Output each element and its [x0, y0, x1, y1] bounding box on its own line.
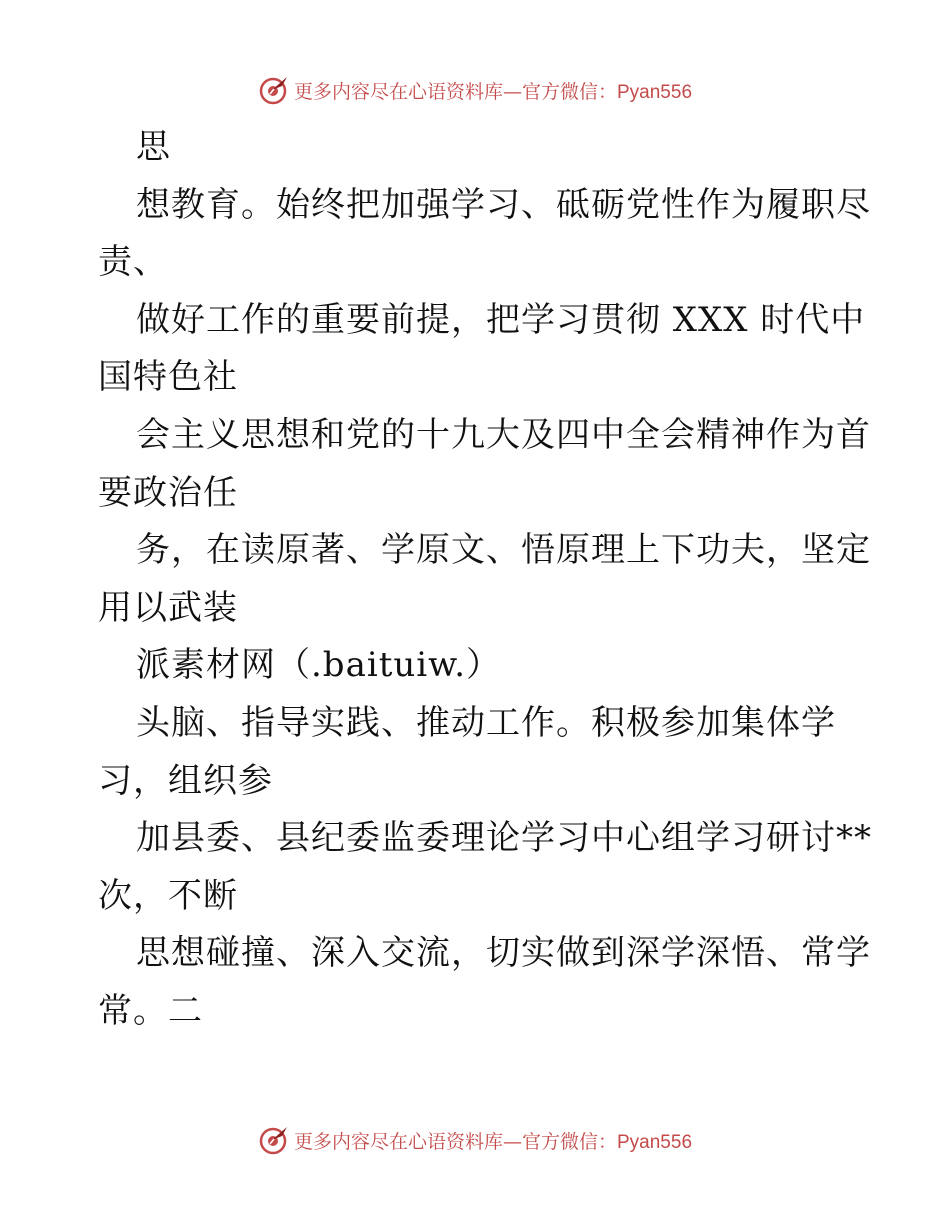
text-line: 责、 — [98, 242, 168, 283]
text-line: 务，在读原著、学原文、悟原理上下功夫，坚定 — [136, 530, 871, 571]
footer-watermark — [0, 1120, 950, 1160]
text-line: 派素材网（.baituiw.） — [136, 645, 502, 686]
text-line: 加县委、县纪委监委理论学习中心组学习研讨** — [136, 818, 872, 859]
text-line: 会主义思想和党的十九大及四中全会精神作为首 — [136, 414, 871, 455]
banner-text: 更多内容尽在心语资料库—官方微信：Pyan556 — [293, 80, 693, 103]
text-line: 次，不断 — [98, 875, 238, 916]
text-line: 用以武装 — [98, 587, 238, 628]
quill-logo-icon — [258, 1124, 290, 1156]
text-line: 国特色社 — [98, 357, 238, 398]
header-watermark — [0, 70, 950, 110]
text-line: 习，组织参 — [98, 760, 273, 801]
banner-text: 更多内容尽在心语资料库—官方微信：Pyan556 — [293, 1130, 693, 1153]
quill-logo-icon — [258, 74, 290, 106]
text-line: 想教育。始终把加强学习、砥砺党性作为履职尽 — [136, 184, 871, 225]
text-line: 思想碰撞、深入交流，切实做到深学深悟、常学 — [136, 933, 871, 974]
document-body — [98, 119, 872, 1041]
wechat-id: Pyan556 — [617, 81, 693, 103]
text-line: 常。二 — [98, 990, 203, 1031]
text-line: 要政治任 — [98, 472, 238, 513]
text-line: 思 — [136, 127, 171, 167]
text-line: 头脑、指导实践、推动工作。积极参加集体学 — [136, 702, 836, 743]
text-line: 做好工作的重要前提，把学习贯彻 XXX 时代中 — [136, 299, 866, 340]
wechat-id: Pyan556 — [617, 1131, 693, 1153]
